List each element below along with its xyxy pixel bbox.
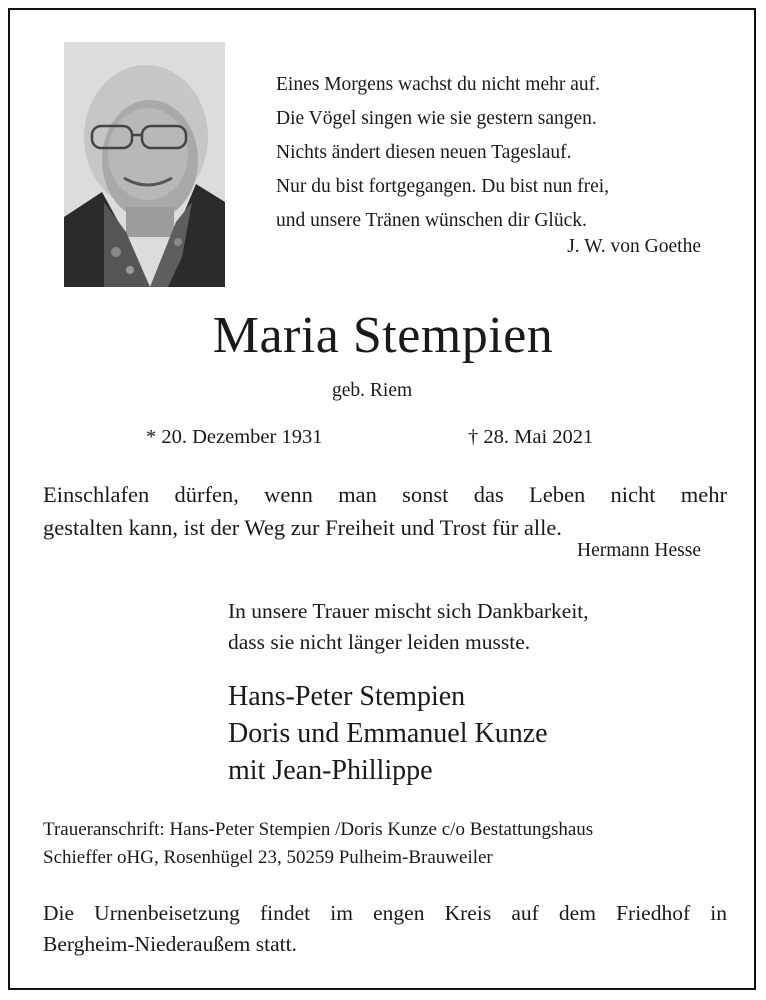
poem-line: Nur du bist fortgegangen. Du bist nun frei, — [276, 176, 610, 197]
poem-line: Die Vögel singen wie sie gestern sangen. — [276, 108, 597, 129]
poem-line: Nichts ändert diesen neuen Tageslauf. — [276, 142, 572, 163]
quote-line: Einschlafen dürfen, wenn man sonst das Leben nicht mehr — [43, 482, 727, 507]
goethe-poem — [276, 68, 706, 238]
deceased-name: Maria Stempien — [212, 307, 554, 364]
address-line: Traueranschrift: Hans-Peter Stempien /Doris Kunze c/o Bestattungshaus — [43, 819, 594, 840]
portrait-illustration — [64, 42, 225, 287]
poem-line: Eines Morgens wachst du nicht mehr auf. — [276, 74, 601, 95]
burial-line: Die Urnenbeisetzung findet im engen Kreis auf dem Friedhof in — [43, 901, 727, 925]
burial-notice — [43, 898, 727, 960]
portrait-photo — [64, 42, 225, 287]
death-date: † 28. Mai 2021 — [468, 426, 594, 448]
gratitude-line: In unsere Trauer mischt sich Dankbarkeit, — [228, 599, 589, 623]
address-line: Schieffer oHG, Rosenhügel 23, 50259 Pulheim-Brauweiler — [43, 847, 493, 868]
quote-author: Hermann Hesse — [577, 540, 701, 561]
poem-line: und unsere Tränen wünschen dir Glück. — [276, 210, 587, 231]
hesse-quote — [43, 478, 727, 544]
mourning-address — [43, 816, 729, 872]
poem-author: J. W. von Goethe — [567, 236, 701, 257]
gratitude-line: dass sie nicht länger leiden musste. — [228, 630, 531, 654]
maiden-name: geb. Riem — [332, 380, 413, 401]
mourners-list — [228, 678, 548, 789]
mourner: Hans-Peter Stempien — [228, 681, 466, 712]
quote-line: gestalten kann, ist der Weg zur Freiheit und Trost für alle. — [43, 515, 562, 540]
burial-line: Bergheim-Niederaußem statt. — [43, 932, 297, 956]
gratitude-text — [228, 596, 589, 658]
mourner: mit Jean-Phillippe — [228, 755, 433, 786]
mourner: Doris und Emmanuel Kunze — [228, 718, 548, 749]
birth-date: * 20. Dezember 1931 — [146, 426, 323, 448]
